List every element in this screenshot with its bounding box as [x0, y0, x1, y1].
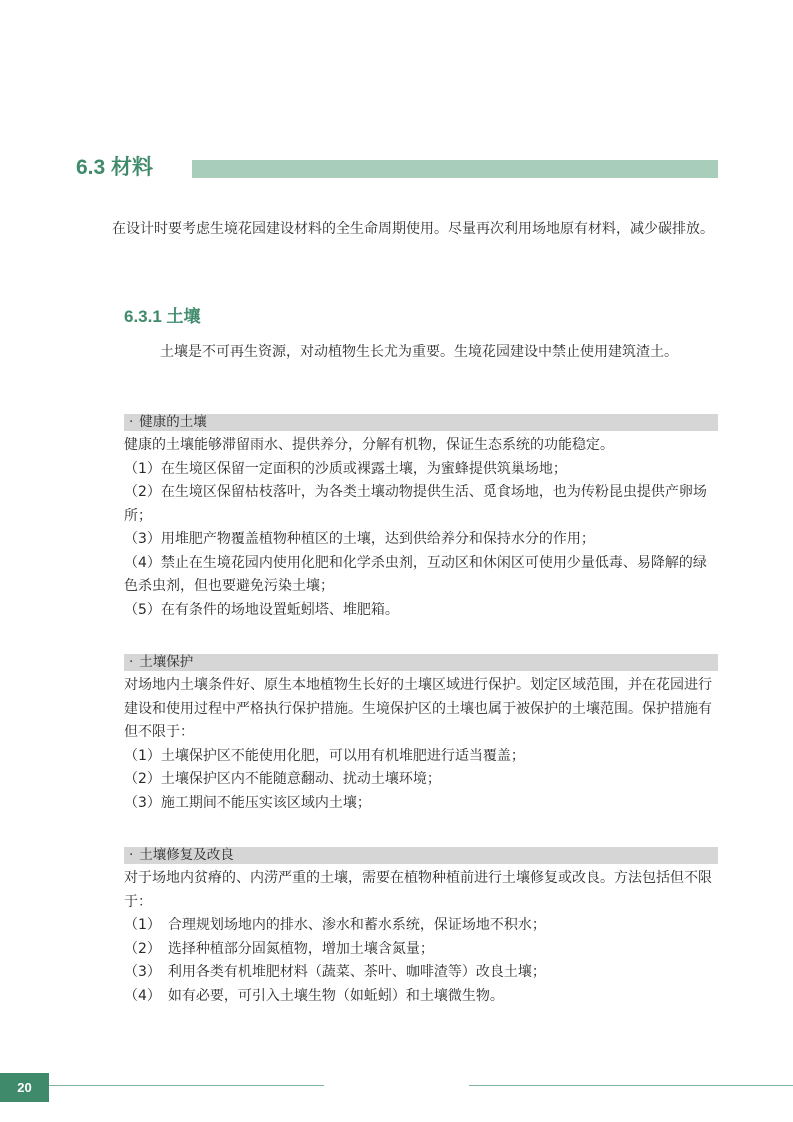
- section-title: 土壤修复及改良: [139, 847, 234, 863]
- page-number: 20: [0, 1073, 49, 1102]
- list-item: （2）土壤保护区内不能随意翻动、扰动土壤环境；: [124, 771, 441, 787]
- bullet-icon: ·: [129, 654, 134, 670]
- intro-paragraph: 在设计时要考虑生境花园建设材料的全生命周期使用。尽量再次利用场地原有材料，减少碳排放。: [112, 221, 714, 237]
- footer-divider-right: [469, 1085, 793, 1086]
- section-healthy-soil: [124, 414, 718, 622]
- list-item: （4）禁止在生境花园内使用化肥和化学杀虫剂，互动区和休闲区可使用少量低毒、易降解的绿色杀虫剂，但也要避免污染土壤；: [124, 554, 707, 594]
- list-item: （2）在生境区保留枯枝落叶，为各类土壤动物提供生活、觅食场地，也为传粉昆虫提供产卵场所；: [124, 484, 707, 524]
- list-item: （3）施工期间不能压实该区域内土壤；: [124, 794, 371, 811]
- section-title: 土壤保护: [139, 654, 194, 670]
- heading-decor-bar: [192, 160, 718, 178]
- list-item: （3）用堆肥产物覆盖植物种植区的土壤，达到供给养分和保持水分的作用；: [124, 531, 595, 547]
- section-soil-protection: [124, 654, 718, 815]
- list-item: （4） 如有必要，可引入土壤生物（如蚯蚓）和土壤微生物。: [124, 987, 504, 1004]
- subsection-heading: 6.3.1 土壤: [124, 307, 201, 326]
- list-item: （1）在生境区保留一定面积的沙质或裸露土壤，为蜜蜂提供筑巢场地；: [124, 460, 567, 477]
- section-title: 健康的土壤: [139, 414, 207, 430]
- section-header: [124, 847, 718, 864]
- section-header: [124, 654, 718, 671]
- list-item: （5）在有条件的场地设置蚯蚓塔、堆肥箱。: [124, 601, 399, 618]
- section-lead: 对场地内土壤条件好、原生本地植物生长好的土壤区域进行保护。划定区域范围，并在花园进行建设和使用过程中严格执行保护措施。生境保护区的土壤也属于被保护的土壤范围。保护措施有但不限于：: [124, 677, 712, 740]
- list-item: （1）土壤保护区不能使用化肥，可以用有机堆肥进行适当覆盖；: [124, 747, 525, 764]
- bullet-icon: ·: [129, 414, 134, 430]
- list-item: （2） 选择种植部分固氮植物，增加土壤含氮量；: [124, 940, 434, 957]
- section-lead: 健康的土壤能够滞留雨水、提供养分，分解有机物，保证生态系统的功能稳定。: [124, 437, 614, 453]
- section-header: [124, 414, 718, 431]
- section-lead: 对于场地内贫瘠的、内涝严重的土壤，需要在植物种植前进行土壤修复或改良。方法包括但不限于：: [124, 870, 712, 910]
- subsection-intro: 土壤是不可再生资源，对动植物生长尤为重要。生境花园建设中禁止使用建筑渣土。: [160, 344, 678, 360]
- list-item: （1） 合理规划场地内的排水、渗水和蓄水系统，保证场地不积水；: [124, 917, 546, 933]
- section-soil-remediation: [124, 847, 718, 1008]
- list-item: （3） 利用各类有机堆肥材料（蔬菜、茶叶、咖啡渣等）改良土壤；: [124, 964, 546, 980]
- bullet-icon: ·: [129, 847, 134, 863]
- section-heading: 6.3 材料: [76, 156, 154, 179]
- footer-divider-left: [49, 1085, 324, 1086]
